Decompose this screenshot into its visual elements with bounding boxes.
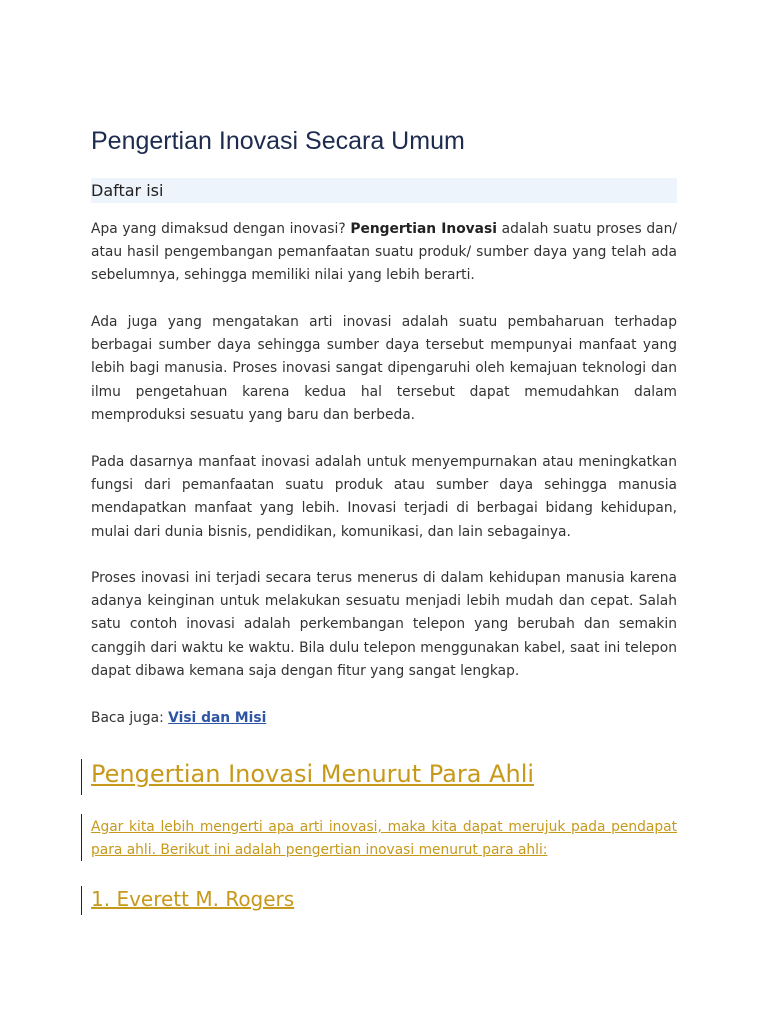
table-of-contents-toggle[interactable]: Daftar isi bbox=[91, 178, 677, 203]
section-intro-link[interactable]: Agar kita lebih mengerti apa arti inovasi, maka kita dapat merujuk pada pendapat para ahli. Berikut ini adalah pengertian inovasi menurut para ahli: bbox=[91, 819, 677, 859]
paragraph-benefit: Pada dasarnya manfaat inovasi adalah untuk menyempurnakan atau meningkatkan fungsi dari pemanfaatan suatu produk atau sumber daya sehingga manusia mendapatkan manfaat yang lebih. Inovasi terjadi di berbagai bidang kehidupan, mulai dari dunia bisnis, pendidikan, komunikasi, dan lain sebagainya. bbox=[91, 454, 677, 540]
heading-marker-bar bbox=[81, 759, 82, 795]
read-also-label: Baca juga: bbox=[91, 710, 169, 726]
intro-marker-bar bbox=[81, 814, 82, 861]
paragraph-definition-rest: adalah suatu proses dan/ atau hasil pengembangan pemanfaatan suatu produk/ sumber daya yang telah ada sebelumnya, sehingga memiliki nilai yang lebih berarti. bbox=[91, 221, 677, 284]
read-also-link[interactable]: Visi dan Misi bbox=[168, 710, 267, 726]
subheading-marker-bar bbox=[81, 886, 82, 915]
section-heading-link[interactable]: Pengertian Inovasi Menurut Para Ahli bbox=[91, 760, 535, 788]
page-title: Pengertian Inovasi Secara Umum bbox=[91, 127, 465, 155]
paragraph-renewal: Ada juga yang mengatakan arti inovasi adalah suatu pembaharuan terhadap berbagai sumber daya sehingga sumber daya tersebut mempunyai manfaat yang lebih bagi manusia. Proses inovasi sangat dipengaruhi oleh kemajuan teknologi dan ilmu pengetahuan karena kedua hal tersebut dapat memudahkan dalam memproduksi sesuatu yang baru dan berbeda. bbox=[91, 314, 677, 423]
paragraph-definition-intro: Apa yang dimaksud dengan inovasi? bbox=[91, 221, 351, 237]
paragraph-process: Proses inovasi ini terjadi secara terus menerus di dalam kehidupan manusia karena adanya keinginan untuk melakukan sesuatu menjadi lebih mudah dan cepat. Salah satu contoh inovasi adalah perkembangan telepon yang berubah dan semakin canggih dari waktu ke waktu. Bila dulu telepon menggunakan kabel, saat ini telepon dapat dibawa kemana saja dengan fitur yang sangat lengkap. bbox=[91, 570, 677, 679]
subheading-link[interactable]: 1. Everett M. Rogers bbox=[91, 887, 295, 911]
read-also bbox=[91, 707, 677, 730]
definition-term: Pengertian Inovasi bbox=[350, 221, 497, 237]
paragraph-definition bbox=[91, 218, 677, 288]
